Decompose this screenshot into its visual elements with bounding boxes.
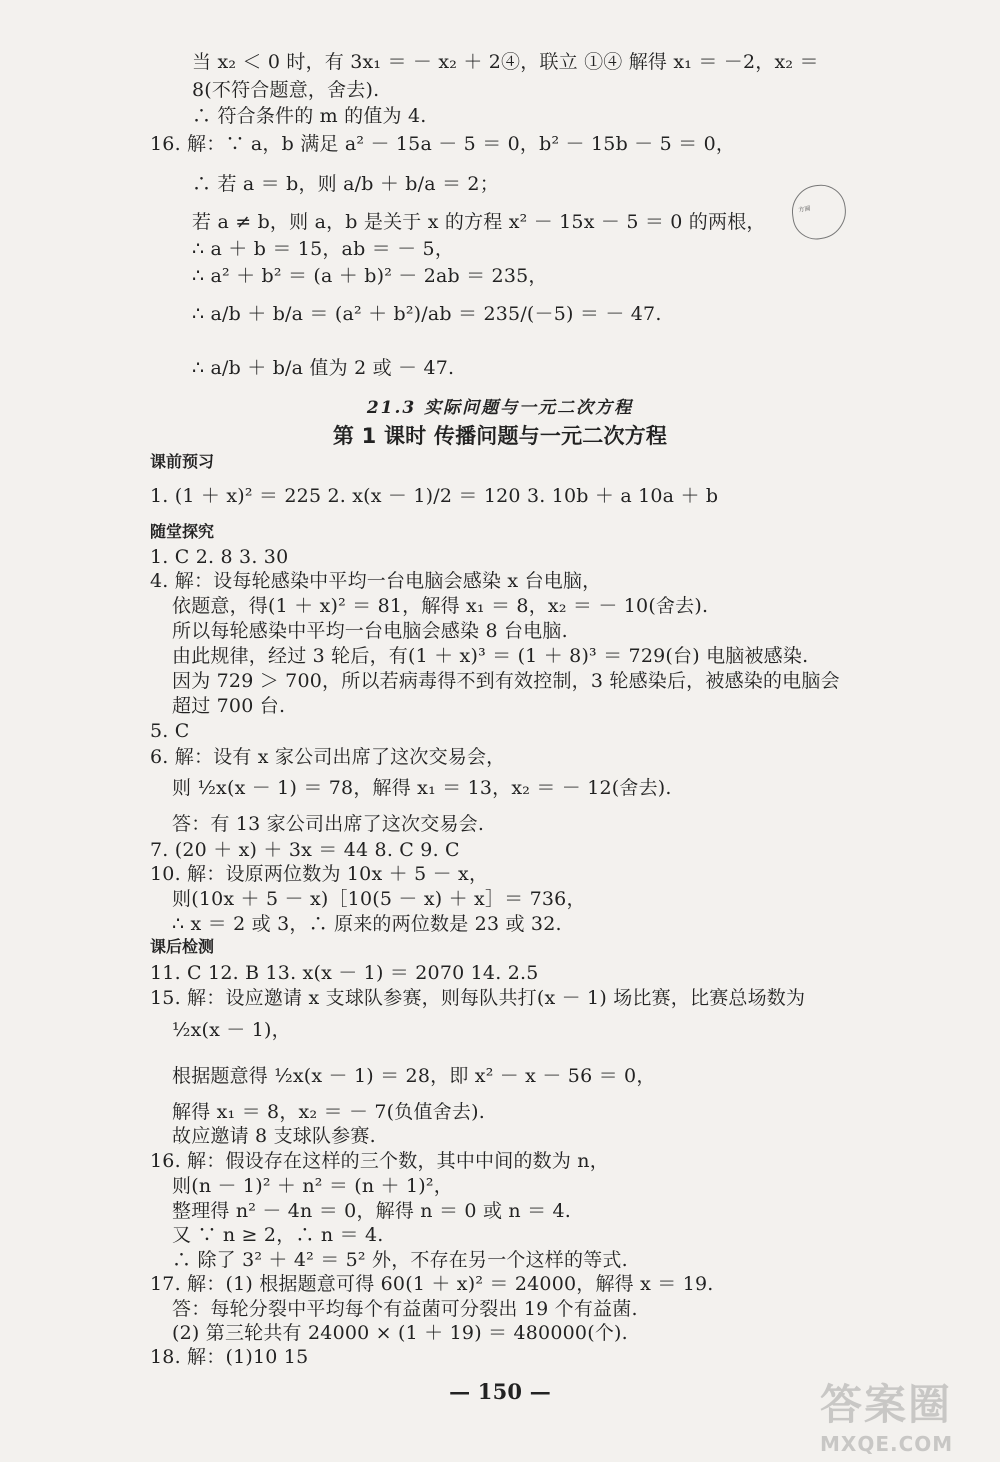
answer-line: 16. 解：∵ a，b 满足 a² － 15a － 5 ＝ 0，b² － 15b － 5 ＝ 0， [150,133,736,155]
answer-line: 整理得 n² － 4n ＝ 0，解得 n ＝ 0 或 n ＝ 4. [172,1200,572,1222]
answer-line: ∴ 若 a ＝ b，则 a/b ＋ b/a ＝ 2； [192,173,499,195]
answer-line: ∴ 符合条件的 m 的值为 4. [192,105,427,127]
lesson-heading: 第 1 课时 传播问题与一元二次方程 [332,424,668,448]
section-heading: 21.3 实际问题与一元二次方程 [366,398,634,418]
answer-line: ∴ a/b ＋ b/a ＝ (a² ＋ b²)/ab ＝ 235/(－5) ＝ － 47. [192,303,662,325]
answer-line: 4. 解：设每轮感染中平均一台电脑会感染 x 台电脑， [150,570,602,592]
answer-line: 15. 解：设应邀请 x 支球队参赛，则每队共打(x － 1) 场比赛，比赛总场数为 [150,987,806,1009]
answer-line: 若 a ≠ b，则 a，b 是关于 x 的方程 x² － 15x － 5 ＝ 0 的两根， [192,211,766,233]
answer-line: 答：每轮分裂中平均每个有益菌可分裂出 19 个有益菌. [172,1298,638,1320]
answer-line: 所以每轮感染中平均一台电脑会感染 8 台电脑. [172,620,568,642]
answer-line: ∴ a/b ＋ b/a 值为 2 或 － 47. [192,357,455,379]
answer-line: 当 x₂ ＜ 0 时，有 3x₁ ＝ － x₂ ＋ 2④，联立 ①④ 解得 x₁ ＝ －2，x₂ ＝ [192,51,819,73]
answer-line: ∴ a ＋ b ＝ 15，ab ＝ － 5， [192,238,455,260]
section-label: 课前预习 [150,452,215,471]
answer-line: 11. C 12. B 13. x(x － 1) ＝ 2070 14. 2.5 [150,962,539,984]
answer-line: 8(不符合题意，舍去). [192,79,380,101]
answer-line: 则 ½x(x － 1) ＝ 78，解得 x₁ ＝ 13，x₂ ＝ － 12(舍去). [172,777,672,799]
answer-line: 10. 解：设原两位数为 10x ＋ 5 － x， [150,863,489,885]
answer-line: 1. (1 ＋ x)² ＝ 225 2. x(x － 1)/2 ＝ 120 3. 10b ＋ a 10a ＋ b [150,485,719,507]
answer-line: 18. 解：(1)10 15 [150,1346,309,1368]
page-number: — 150 — [449,1379,551,1404]
answer-line: 根据题意得 ½x(x － 1) ＝ 28，即 x² － x － 56 ＝ 0， [172,1065,656,1087]
answer-line: 5. C [150,720,190,742]
stamp-text: 方圆 [798,205,811,214]
answer-line: 16. 解：假设存在这样的三个数，其中中间的数为 n， [150,1150,609,1172]
answer-line: 6. 解：设有 x 家公司出席了这次交易会， [150,746,506,768]
answer-line: 由此规律，经过 3 轮后，有(1 ＋ x)³ ＝ (1 ＋ 8)³ ＝ 729(台) 电脑被感染. [172,645,809,667]
answer-line: 依题意，得(1 ＋ x)² ＝ 81，解得 x₁ ＝ 8，x₂ ＝ － 10(舍去). [172,595,709,617]
watermark-logo-text: 答案圈 [820,1380,953,1429]
watermark-url: MXQE.COM [820,1432,954,1456]
answer-line: (2) 第三轮共有 24000 × (1 ＋ 19) ＝ 480000(个). [172,1322,628,1344]
answer-line: 解得 x₁ ＝ 8，x₂ ＝ － 7(负值舍去). [172,1101,485,1123]
section-label: 随堂探究 [150,522,215,541]
watermark [820,1372,990,1462]
answer-line: ∴ 除了 3² ＋ 4² ＝ 5² 外，不存在另一个这样的等式. [172,1249,628,1271]
answer-line: 又 ∵ n ≥ 2，∴ n ＝ 4. [172,1224,384,1246]
answer-line: 超过 700 台. [172,695,286,717]
answer-line: 答：有 13 家公司出席了这次交易会. [172,813,485,835]
answer-line: 17. 解：(1) 根据题意可得 60(1 ＋ x)² ＝ 24000，解得 x ＝ 19. [150,1273,714,1295]
answer-line: 7. (20 ＋ x) ＋ 3x ＝ 44 8. C 9. C [150,839,460,861]
answer-line: 1. C 2. 8 3. 30 [150,546,289,568]
section-label: 课后检测 [150,937,215,956]
answer-line: ∴ a² ＋ b² ＝ (a ＋ b)² － 2ab ＝ 235， [192,265,548,287]
answer-line: 则(10x ＋ 5 － x)［10(5 － x) ＋ x］＝ 736， [172,888,586,910]
answer-line: 因为 729 ＞ 700，所以若病毒得不到有效控制，3 轮感染后，被感染的电脑会 [172,670,840,692]
answer-line: 则(n － 1)² ＋ n² ＝ (n ＋ 1)²， [172,1175,453,1197]
stamp-icon [789,182,850,243]
answer-line: ∴ x ＝ 2 或 3，∴ 原来的两位数是 23 或 32. [172,913,562,935]
answer-line: ½x(x － 1)， [172,1019,291,1041]
answer-line: 故应邀请 8 支球队参赛. [172,1125,376,1147]
